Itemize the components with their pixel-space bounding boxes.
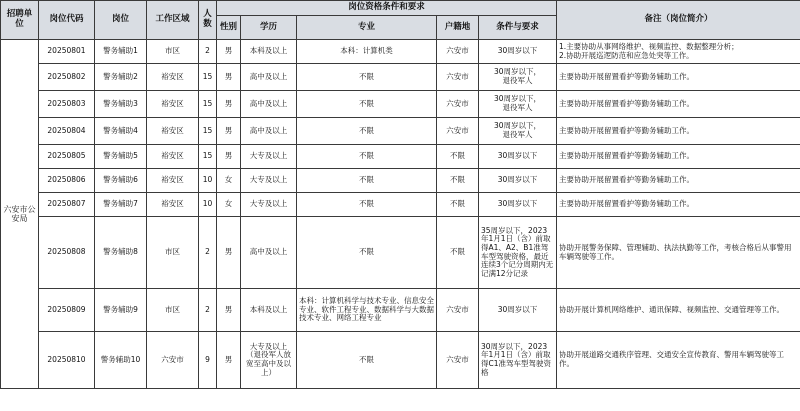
conditions-cell: 30周岁以下	[479, 169, 557, 193]
work-area-cell: 六安市	[147, 332, 199, 389]
headcount-cell: 10	[199, 193, 217, 217]
post-code-cell: 20250803	[39, 91, 95, 118]
conditions-cell: 30周岁以下	[479, 40, 557, 64]
gender-cell: 男	[217, 40, 241, 64]
work-area-cell: 裕安区	[147, 91, 199, 118]
header-code: 岗位代码	[39, 1, 95, 40]
gender-cell: 女	[217, 169, 241, 193]
hukou-cell: 不限	[437, 169, 479, 193]
unit-name-cell: 六安市公安局	[1, 40, 39, 389]
header-conditions: 条件与要求	[479, 16, 557, 40]
education-cell: 高中及以上	[241, 64, 297, 91]
headcount-cell: 2	[199, 289, 217, 332]
conditions-cell: 30周岁以下， 退役军人	[479, 118, 557, 145]
remarks-cell: 1.主要协助从事网络维护、视频监控、数据整理分析； 2.协助开展巡逻防范和应急处突等工作。	[557, 40, 800, 64]
table-row	[1, 169, 800, 193]
gender-cell: 男	[217, 118, 241, 145]
hukou-cell: 不限	[437, 145, 479, 169]
education-cell: 高中及以上	[241, 118, 297, 145]
table-row	[1, 332, 800, 389]
major-cell: 不限	[297, 169, 437, 193]
post-name-cell: 警务辅助4	[95, 118, 147, 145]
hukou-cell: 六安市	[437, 332, 479, 389]
table-row	[1, 118, 800, 145]
header-post: 岗位	[95, 1, 147, 40]
conditions-cell: 35周岁以下，2023年1月1日（含）前取得A1、A2、B1准驾车型驾驶资格，最近连续3个记分周期内无记满12分记录	[479, 217, 557, 289]
header-hukou: 户籍地	[437, 16, 479, 40]
education-cell: 大专及以上	[241, 145, 297, 169]
headcount-cell: 9	[199, 332, 217, 389]
gender-cell: 男	[217, 289, 241, 332]
post-name-cell: 警务辅助7	[95, 193, 147, 217]
post-code-cell: 20250801	[39, 40, 95, 64]
work-area-cell: 市区	[147, 40, 199, 64]
header-major: 专业	[297, 16, 437, 40]
header-recruit-unit: 招聘单位	[1, 1, 39, 40]
post-name-cell: 警务辅助1	[95, 40, 147, 64]
gender-cell: 男	[217, 145, 241, 169]
table-row	[1, 289, 800, 332]
remarks-cell: 主要协助开展留置看护等勤务辅助工作。	[557, 64, 800, 91]
education-cell: 大专及以上	[241, 193, 297, 217]
header-area: 工作区域	[147, 1, 199, 40]
header-qualification: 岗位资格条件和要求	[217, 1, 557, 16]
gender-cell: 男	[217, 217, 241, 289]
conditions-cell: 30周岁以下	[479, 145, 557, 169]
post-name-cell: 警务辅助9	[95, 289, 147, 332]
major-cell: 不限	[297, 118, 437, 145]
post-code-cell: 20250808	[39, 217, 95, 289]
major-cell: 本科：计算机科学与技术专业、信息安全专业、软件工程专业、数据科学与大数据技术专业、网络工程专业	[297, 289, 437, 332]
remarks-cell: 协助开展道路交通秩序管理、交通安全宣传教育、警用车辆驾驶等工作。	[557, 332, 800, 389]
header-education: 学历	[241, 16, 297, 40]
education-cell: 本科及以上	[241, 289, 297, 332]
major-cell: 不限	[297, 332, 437, 389]
major-cell: 不限	[297, 145, 437, 169]
table-row	[1, 64, 800, 91]
headcount-cell: 15	[199, 64, 217, 91]
table-row	[1, 145, 800, 169]
headcount-cell: 2	[199, 217, 217, 289]
gender-cell: 男	[217, 332, 241, 389]
remarks-cell: 主要协助开展留置看护等勤务辅助工作。	[557, 193, 800, 217]
headcount-cell: 10	[199, 169, 217, 193]
post-code-cell: 20250804	[39, 118, 95, 145]
education-cell: 高中及以上	[241, 91, 297, 118]
work-area-cell: 裕安区	[147, 169, 199, 193]
work-area-cell: 市区	[147, 289, 199, 332]
work-area-cell: 裕安区	[147, 64, 199, 91]
work-area-cell: 裕安区	[147, 118, 199, 145]
remarks-cell: 主要协助开展留置看护等勤务辅助工作。	[557, 118, 800, 145]
post-name-cell: 警务辅助10	[95, 332, 147, 389]
post-name-cell: 警务辅助8	[95, 217, 147, 289]
major-cell: 不限	[297, 193, 437, 217]
remarks-cell: 主要协助开展留置看护等勤务辅助工作。	[557, 145, 800, 169]
post-name-cell: 警务辅助6	[95, 169, 147, 193]
post-code-cell: 20250806	[39, 169, 95, 193]
table-row	[1, 193, 800, 217]
headcount-cell: 15	[199, 91, 217, 118]
gender-cell: 女	[217, 193, 241, 217]
headcount-cell: 15	[199, 118, 217, 145]
conditions-cell: 30周岁以下， 退役军人	[479, 64, 557, 91]
headcount-cell: 15	[199, 145, 217, 169]
header-count: 人数	[199, 1, 217, 40]
conditions-cell: 30周岁以下，2023年1月1日（含）前取得C1准驾车型驾驶资格	[479, 332, 557, 389]
hukou-cell: 六安市	[437, 64, 479, 91]
gender-cell: 男	[217, 91, 241, 118]
table-row	[1, 217, 800, 289]
conditions-cell: 30周岁以下	[479, 193, 557, 217]
work-area-cell: 裕安区	[147, 193, 199, 217]
hukou-cell: 六安市	[437, 289, 479, 332]
post-name-cell: 警务辅助3	[95, 91, 147, 118]
major-cell: 本科：计算机类	[297, 40, 437, 64]
post-code-cell: 20250805	[39, 145, 95, 169]
hukou-cell: 六安市	[437, 118, 479, 145]
hukou-cell: 不限	[437, 217, 479, 289]
header-remarks: 备注（岗位简介）	[557, 1, 800, 40]
post-name-cell: 警务辅助5	[95, 145, 147, 169]
education-cell: 大专及以上	[241, 169, 297, 193]
post-code-cell: 20250810	[39, 332, 95, 389]
work-area-cell: 裕安区	[147, 145, 199, 169]
remarks-cell: 协助开展计算机网络维护、通讯保障、视频监控、交通管理等工作。	[557, 289, 800, 332]
post-name-cell: 警务辅助2	[95, 64, 147, 91]
headcount-cell: 2	[199, 40, 217, 64]
hukou-cell: 六安市	[437, 91, 479, 118]
hukou-cell: 不限	[437, 193, 479, 217]
table-row	[1, 91, 800, 118]
table-body	[1, 40, 800, 389]
header-gender: 性别	[217, 16, 241, 40]
remarks-cell: 主要协助开展留置看护等勤务辅助工作。	[557, 91, 800, 118]
major-cell: 不限	[297, 64, 437, 91]
major-cell: 不限	[297, 91, 437, 118]
hukou-cell: 六安市	[437, 40, 479, 64]
remarks-cell: 主要协助开展留置看护等勤务辅助工作。	[557, 169, 800, 193]
education-cell: 高中及以上	[241, 217, 297, 289]
major-cell: 不限	[297, 217, 437, 289]
table-row	[1, 40, 800, 64]
work-area-cell: 市区	[147, 217, 199, 289]
conditions-cell: 30周岁以下	[479, 289, 557, 332]
post-code-cell: 20250807	[39, 193, 95, 217]
post-code-cell: 20250802	[39, 64, 95, 91]
conditions-cell: 30周岁以下， 退役军人	[479, 91, 557, 118]
post-code-cell: 20250809	[39, 289, 95, 332]
education-cell: 大专及以上（退役军人放宽至高中及以上）	[241, 332, 297, 389]
education-cell: 本科及以上	[241, 40, 297, 64]
remarks-cell: 协助开展警务保障、管理辅助、执法执勤等工作，考核合格后从事警用车辆驾驶等工作。	[557, 217, 800, 289]
gender-cell: 男	[217, 64, 241, 91]
